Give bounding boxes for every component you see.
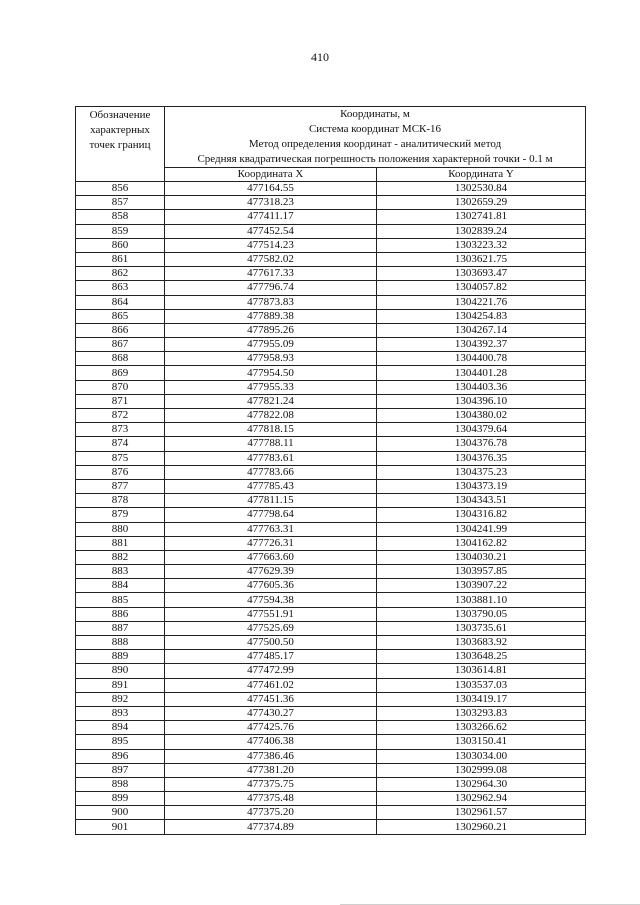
cell-coord-x: 477788.11 xyxy=(165,437,377,451)
cell-coord-x: 477386.46 xyxy=(165,749,377,763)
table-row xyxy=(76,636,586,650)
cell-coord-y: 1303537.03 xyxy=(377,678,586,692)
cell-coord-x: 477873.83 xyxy=(165,295,377,309)
cell-point-number: 880 xyxy=(76,522,165,536)
table-row xyxy=(76,593,586,607)
cell-coord-x: 477811.15 xyxy=(165,494,377,508)
cell-coord-x: 477514.23 xyxy=(165,238,377,252)
cell-point-number: 860 xyxy=(76,238,165,252)
cell-coord-x: 477375.20 xyxy=(165,806,377,820)
cell-point-number: 866 xyxy=(76,323,165,337)
cell-point-number: 862 xyxy=(76,267,165,281)
table-row xyxy=(76,792,586,806)
table-header-row xyxy=(76,107,586,168)
cell-coord-x: 477798.64 xyxy=(165,508,377,522)
table-row xyxy=(76,522,586,536)
table-row xyxy=(76,721,586,735)
header-coord-x: Координата X xyxy=(165,168,377,182)
cell-coord-x: 477425.76 xyxy=(165,721,377,735)
cell-coord-x: 477783.61 xyxy=(165,451,377,465)
cell-coord-x: 477551.91 xyxy=(165,607,377,621)
cell-coord-y: 1304030.21 xyxy=(377,550,586,564)
cell-coord-x: 477461.02 xyxy=(165,678,377,692)
table-row xyxy=(76,607,586,621)
cell-coord-y: 1303614.81 xyxy=(377,664,586,678)
cell-point-number: 878 xyxy=(76,494,165,508)
cell-point-number: 867 xyxy=(76,338,165,352)
cell-coord-x: 477617.33 xyxy=(165,267,377,281)
cell-point-number: 888 xyxy=(76,636,165,650)
table-row xyxy=(76,664,586,678)
cell-point-number: 869 xyxy=(76,366,165,380)
table-row xyxy=(76,550,586,564)
table-row xyxy=(76,777,586,791)
cell-coord-y: 1304376.35 xyxy=(377,451,586,465)
cell-coord-y: 1303293.83 xyxy=(377,706,586,720)
cell-coord-y: 1302741.81 xyxy=(377,210,586,224)
cell-coord-x: 477452.54 xyxy=(165,224,377,238)
table-row xyxy=(76,565,586,579)
cell-coord-x: 477796.74 xyxy=(165,281,377,295)
cell-coord-y: 1304316.82 xyxy=(377,508,586,522)
cell-point-number: 864 xyxy=(76,295,165,309)
cell-coord-y: 1302962.94 xyxy=(377,792,586,806)
table-row xyxy=(76,706,586,720)
table-row xyxy=(76,479,586,493)
cell-coord-y: 1303223.32 xyxy=(377,238,586,252)
cell-coord-y: 1303683.92 xyxy=(377,636,586,650)
cell-coord-y: 1304403.36 xyxy=(377,380,586,394)
table-row xyxy=(76,182,586,196)
header-coord-y: Координата Y xyxy=(377,168,586,182)
cell-coord-y: 1304057.82 xyxy=(377,281,586,295)
cell-coord-x: 477375.48 xyxy=(165,792,377,806)
table-row xyxy=(76,267,586,281)
table-row xyxy=(76,763,586,777)
cell-coord-x: 477663.60 xyxy=(165,550,377,564)
cell-point-number: 898 xyxy=(76,777,165,791)
cell-coord-x: 477525.69 xyxy=(165,621,377,635)
cell-point-number: 889 xyxy=(76,650,165,664)
cell-coord-y: 1304343.51 xyxy=(377,494,586,508)
cell-coord-x: 477500.50 xyxy=(165,636,377,650)
cell-coord-y: 1303957.85 xyxy=(377,565,586,579)
cell-coord-y: 1303648.25 xyxy=(377,650,586,664)
cell-coord-y: 1302839.24 xyxy=(377,224,586,238)
cell-coord-y: 1304241.99 xyxy=(377,522,586,536)
table-row xyxy=(76,196,586,210)
cell-point-number: 896 xyxy=(76,749,165,763)
cell-point-number: 883 xyxy=(76,565,165,579)
header-point-designation: Обозначение характерных точек границ xyxy=(76,107,165,182)
cell-point-number: 886 xyxy=(76,607,165,621)
cell-point-number: 863 xyxy=(76,281,165,295)
table-row xyxy=(76,210,586,224)
cell-coord-y: 1304392.37 xyxy=(377,338,586,352)
cell-coord-x: 477381.20 xyxy=(165,763,377,777)
cell-coord-y: 1303735.61 xyxy=(377,621,586,635)
cell-coord-x: 477430.27 xyxy=(165,706,377,720)
cell-point-number: 861 xyxy=(76,252,165,266)
cell-coord-y: 1302530.84 xyxy=(377,182,586,196)
table-row xyxy=(76,338,586,352)
cell-point-number: 873 xyxy=(76,423,165,437)
cell-coord-x: 477818.15 xyxy=(165,423,377,437)
cell-coord-y: 1303881.10 xyxy=(377,593,586,607)
cell-point-number: 874 xyxy=(76,437,165,451)
cell-coord-y: 1303034.00 xyxy=(377,749,586,763)
header-line-system: Система координат МСК-16 xyxy=(308,123,442,135)
cell-coord-y: 1303419.17 xyxy=(377,692,586,706)
cell-coord-x: 477822.08 xyxy=(165,409,377,423)
cell-point-number: 870 xyxy=(76,380,165,394)
cell-coord-y: 1304375.23 xyxy=(377,465,586,479)
table-row xyxy=(76,281,586,295)
cell-coord-x: 477629.39 xyxy=(165,565,377,579)
table-row xyxy=(76,409,586,423)
cell-point-number: 899 xyxy=(76,792,165,806)
table-row xyxy=(76,579,586,593)
table-row xyxy=(76,295,586,309)
cell-coord-y: 1304396.10 xyxy=(377,394,586,408)
cell-coord-x: 477318.23 xyxy=(165,196,377,210)
table-row xyxy=(76,692,586,706)
cell-coord-y: 1303266.62 xyxy=(377,721,586,735)
cell-coord-y: 1304376.78 xyxy=(377,437,586,451)
table-row xyxy=(76,224,586,238)
cell-point-number: 894 xyxy=(76,721,165,735)
cell-coord-y: 1303150.41 xyxy=(377,735,586,749)
cell-coord-y: 1302961.57 xyxy=(377,806,586,820)
cell-coord-y: 1304373.19 xyxy=(377,479,586,493)
cell-coord-x: 477958.93 xyxy=(165,352,377,366)
cell-coord-x: 477451.36 xyxy=(165,692,377,706)
cell-coord-x: 477821.24 xyxy=(165,394,377,408)
table-row xyxy=(76,309,586,323)
header-line-units: Координаты, м xyxy=(340,108,410,120)
page-number: 410 xyxy=(311,50,329,64)
header-coordinates-info xyxy=(165,107,586,168)
table-row xyxy=(76,394,586,408)
cell-coord-x: 477763.31 xyxy=(165,522,377,536)
cell-coord-y: 1304162.82 xyxy=(377,536,586,550)
cell-point-number: 891 xyxy=(76,678,165,692)
cell-point-number: 877 xyxy=(76,479,165,493)
cell-coord-x: 477954.50 xyxy=(165,366,377,380)
cell-point-number: 887 xyxy=(76,621,165,635)
cell-coord-x: 477955.09 xyxy=(165,338,377,352)
table-row xyxy=(76,366,586,380)
table-body xyxy=(76,182,586,835)
cell-coord-y: 1303621.75 xyxy=(377,252,586,266)
cell-coord-x: 477164.55 xyxy=(165,182,377,196)
cell-point-number: 859 xyxy=(76,224,165,238)
cell-point-number: 885 xyxy=(76,593,165,607)
cell-coord-x: 477785.43 xyxy=(165,479,377,493)
cell-coord-x: 477895.26 xyxy=(165,323,377,337)
table-row xyxy=(76,238,586,252)
cell-point-number: 865 xyxy=(76,309,165,323)
cell-coord-y: 1303790.05 xyxy=(377,607,586,621)
cell-coord-x: 477411.17 xyxy=(165,210,377,224)
cell-coord-y: 1304267.14 xyxy=(377,323,586,337)
cell-coord-y: 1304379.64 xyxy=(377,423,586,437)
cell-coord-x: 477726.31 xyxy=(165,536,377,550)
cell-coord-x: 477472.99 xyxy=(165,664,377,678)
cell-point-number: 897 xyxy=(76,763,165,777)
cell-coord-x: 477955.33 xyxy=(165,380,377,394)
table-row xyxy=(76,437,586,451)
cell-coord-x: 477582.02 xyxy=(165,252,377,266)
cell-coord-y: 1304254.83 xyxy=(377,309,586,323)
cell-coord-x: 477374.89 xyxy=(165,820,377,834)
table-row xyxy=(76,465,586,479)
table-row xyxy=(76,380,586,394)
cell-coord-x: 477406.38 xyxy=(165,735,377,749)
header-line-error: Средняя квадратическая погрешность положения характерной точки - 0.1 м xyxy=(197,153,553,165)
table-row xyxy=(76,352,586,366)
cell-coord-x: 477783.66 xyxy=(165,465,377,479)
table-row xyxy=(76,494,586,508)
cell-coord-x: 477889.38 xyxy=(165,309,377,323)
table-row xyxy=(76,536,586,550)
cell-point-number: 893 xyxy=(76,706,165,720)
cell-point-number: 882 xyxy=(76,550,165,564)
table-row xyxy=(76,451,586,465)
table-row xyxy=(76,621,586,635)
cell-coord-y: 1303693.47 xyxy=(377,267,586,281)
cell-point-number: 881 xyxy=(76,536,165,550)
table-row xyxy=(76,749,586,763)
cell-coord-x: 477375.75 xyxy=(165,777,377,791)
cell-point-number: 857 xyxy=(76,196,165,210)
cell-point-number: 901 xyxy=(76,820,165,834)
cell-coord-y: 1302960.21 xyxy=(377,820,586,834)
cell-point-number: 884 xyxy=(76,579,165,593)
cell-coord-x: 477485.17 xyxy=(165,650,377,664)
table-row xyxy=(76,423,586,437)
cell-coord-y: 1304401.28 xyxy=(377,366,586,380)
cell-point-number: 900 xyxy=(76,806,165,820)
table-row xyxy=(76,650,586,664)
cell-coord-y: 1304221.76 xyxy=(377,295,586,309)
cell-coord-x: 477594.38 xyxy=(165,593,377,607)
cell-coord-y: 1304380.02 xyxy=(377,409,586,423)
cell-point-number: 872 xyxy=(76,409,165,423)
cell-point-number: 875 xyxy=(76,451,165,465)
table-row xyxy=(76,735,586,749)
cell-point-number: 892 xyxy=(76,692,165,706)
cell-coord-y: 1303907.22 xyxy=(377,579,586,593)
table-row xyxy=(76,820,586,834)
header-line-method: Метод определения координат - аналитический метод xyxy=(248,138,502,150)
cell-point-number: 890 xyxy=(76,664,165,678)
table-row xyxy=(76,678,586,692)
cell-point-number: 876 xyxy=(76,465,165,479)
cell-point-number: 871 xyxy=(76,394,165,408)
cell-point-number: 879 xyxy=(76,508,165,522)
cell-coord-y: 1304400.78 xyxy=(377,352,586,366)
coordinates-table xyxy=(75,106,586,835)
cell-point-number: 868 xyxy=(76,352,165,366)
table-row xyxy=(76,508,586,522)
table-row xyxy=(76,806,586,820)
cell-point-number: 895 xyxy=(76,735,165,749)
cell-point-number: 858 xyxy=(76,210,165,224)
cell-point-number: 856 xyxy=(76,182,165,196)
cell-coord-x: 477605.36 xyxy=(165,579,377,593)
cell-coord-y: 1302964.30 xyxy=(377,777,586,791)
cell-coord-y: 1302999.08 xyxy=(377,763,586,777)
table-row xyxy=(76,252,586,266)
table-row xyxy=(76,323,586,337)
cell-coord-y: 1302659.29 xyxy=(377,196,586,210)
